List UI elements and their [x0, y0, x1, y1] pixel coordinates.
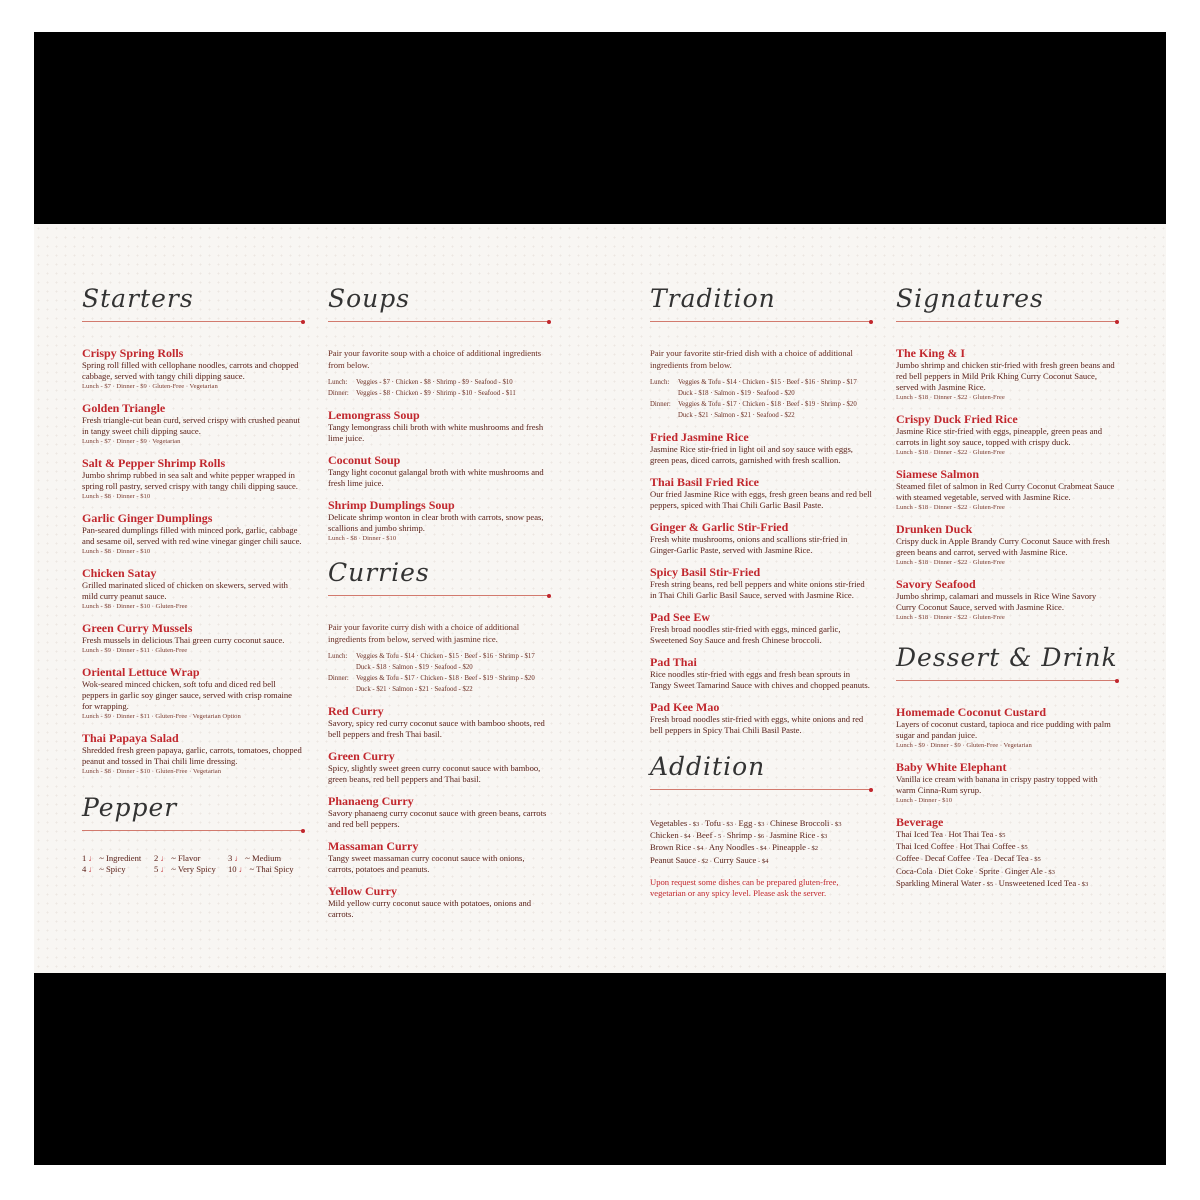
price-values: Veggies & Tofu - $17 · Chicken - $18 · Beef - $19 · Shrimp - $20	[356, 675, 535, 682]
beverage-title: Beverage	[896, 815, 944, 829]
menu-item	[82, 401, 304, 447]
price-values: Veggies & Tofu - $14 · Chicken - $15 · Beef - $16 · Shrimp - $17	[678, 379, 857, 386]
price-label	[328, 662, 356, 673]
entry-price: - $5 ·	[981, 880, 999, 888]
list-line	[896, 878, 1118, 890]
signatures-list	[896, 346, 1118, 623]
item-description: Fresh triangle-cut bean curd, served crispy with crushed peanut in tangy sweet chili dipping sauce.	[82, 415, 300, 436]
item-name: Pad Thai	[650, 655, 697, 669]
item-price-info: Lunch - $9 · Dinner - $11 · Gluten-Free · Vegetarian Option	[82, 713, 241, 720]
dietary-note: Upon request some dishes can be prepared gluten-free, vegetarian or any spicy level. Please ask the server.	[650, 876, 839, 899]
pepper-legend	[82, 853, 304, 874]
item-name: Yellow Curry	[328, 884, 397, 898]
item-name: Shrimp Dumplings Soup	[328, 498, 455, 512]
item-description: Delicate shrimp wonton in clear broth with carrots, snow peas, scallions and jumbo shrimp.	[328, 512, 544, 533]
price-row	[328, 377, 550, 388]
section-title: Signatures	[896, 284, 1044, 313]
entry-name: Coffee	[896, 853, 920, 864]
menu-item	[896, 577, 1118, 623]
price-label: Dinner:	[650, 401, 671, 408]
menu-item	[328, 794, 550, 830]
section-title: Addition	[650, 752, 766, 781]
price-label: Dinner:	[328, 675, 349, 682]
entry-name: Shrimp	[726, 830, 753, 841]
entry-price: - $3 ·	[720, 821, 739, 828]
entry-price: - $3	[815, 833, 828, 841]
entry-price: - $3	[1042, 868, 1055, 876]
entry-price: ·	[970, 856, 977, 864]
entry-price: - $6 ·	[752, 833, 770, 841]
menu-item	[896, 705, 1118, 751]
price-label: Lunch:	[650, 379, 670, 386]
entry-name: Egg	[738, 818, 753, 828]
item-name: Fried Jasmine Rice	[650, 430, 749, 444]
item-description: Tangy sweet massaman curry coconut sauce with onions, carrots, potatoes and peanuts.	[328, 853, 525, 874]
price-label	[650, 388, 678, 399]
item-price-info: Lunch - $18 · Dinner - $22 · Gluten-Free	[896, 614, 1005, 621]
item-price-info: Lunch - Dinner - $10	[896, 797, 953, 804]
item-description: Tangy lemongrass chili broth with white mushrooms and fresh lime juice.	[328, 422, 544, 443]
price-values: Veggies - $8 · Chicken - $9 · Shrimp - $10 · Seafood - $11	[356, 390, 516, 397]
menu-item	[82, 346, 304, 392]
item-name: Chicken Satay	[82, 566, 157, 580]
column-center-left	[328, 284, 550, 920]
item-name: Drunken Duck	[896, 522, 973, 536]
list-line	[650, 842, 872, 854]
entry-price: - $3 ·	[687, 821, 705, 828]
item-name: Golden Triangle	[82, 401, 166, 415]
section-header-curries	[328, 558, 550, 600]
entry-price: ·	[932, 868, 939, 876]
item-name: Thai Basil Fried Rice	[650, 475, 759, 489]
pepper-label: ~ Flavor	[171, 853, 201, 863]
item-price-info: Lunch - $8 · Dinner - $10	[328, 535, 397, 542]
pepper-count: 3	[228, 853, 233, 863]
entry-price: - $2	[805, 845, 819, 853]
divider	[896, 680, 1118, 681]
section-title: Soups	[328, 284, 411, 313]
item-description: Tangy light coconut galangal broth with white mushrooms and fresh lime juice.	[328, 467, 544, 488]
entry-price: - $4	[756, 857, 769, 865]
column-center-right	[650, 284, 872, 900]
item-name: Pad See Ew	[650, 610, 710, 624]
item-name: Salt & Pepper Shrimp Rolls	[82, 456, 226, 470]
section-title: Dessert & Drink	[896, 643, 1118, 672]
tradition-prices	[650, 377, 872, 421]
item-price-info: Lunch - $8 · Dinner - $10	[82, 493, 151, 500]
item-price-info: Lunch - $9 · Dinner - $9 · Gluten-Free · Vegetarian	[896, 742, 1032, 749]
item-name: Baby White Elephant	[896, 760, 1007, 774]
entry-name: Diet Coke	[938, 865, 974, 876]
menu-item	[650, 610, 872, 646]
item-name: Lemongrass Soup	[328, 408, 420, 422]
item-name: Phanaeng Curry	[328, 794, 414, 808]
item-name: Ginger & Garlic Stir-Fried	[650, 520, 789, 534]
item-description: Jumbo shrimp and chicken stir-fried with fresh green beans and red bell peppers in Mild Prik Khing Curry Coconut Sauce, served with Jasmine Rice.	[896, 360, 1115, 392]
curries-list	[328, 704, 550, 920]
entry-price: - $3 ·	[752, 821, 770, 828]
item-description: Fresh string beans, red bell peppers and white onions stir-fried in Thai Chili Garlic Basil Sauce, served with Jasmine Rice.	[650, 579, 865, 600]
entry-price: - $4 ·	[754, 845, 773, 853]
entry-price: ·	[954, 844, 960, 852]
entry-price: ·	[988, 856, 994, 864]
chili-pepper-icon: ♩	[232, 853, 246, 863]
menu-item	[328, 839, 550, 875]
list-line	[896, 866, 1118, 878]
price-row	[650, 388, 872, 399]
curries-intro: Pair your favorite curry dish with a choice of additional ingredients from below, served with jasmine rice.	[328, 622, 520, 644]
entry-name: Thai Iced Tea	[896, 829, 943, 839]
pepper-label: ~ Thai Spicy	[249, 864, 294, 874]
price-row	[328, 651, 550, 662]
item-name: Massaman Curry	[328, 839, 419, 853]
item-description: Our fried Jasmine Rice with eggs, fresh green beans and red bell peppers, spiced with Thai Chili Garlic Basil Paste.	[650, 489, 872, 510]
price-values: Duck - $21 · Salmon - $21 · Seafood - $22	[356, 686, 473, 693]
entry-price: ·	[973, 868, 979, 876]
entry-price: - $2 ·	[696, 857, 714, 865]
menu-item	[328, 408, 550, 444]
tradition-list	[650, 430, 872, 736]
item-name: Thai Papaya Salad	[82, 731, 179, 745]
section-header-signatures	[896, 284, 1118, 326]
menu-item	[82, 731, 304, 777]
menu-item	[82, 566, 304, 612]
menu-item	[650, 565, 872, 601]
soups-intro: Pair your favorite soup with a choice of additional ingredients from below.	[328, 348, 542, 370]
menu-item	[896, 412, 1118, 458]
price-row	[328, 388, 550, 399]
item-price-info: Lunch - $18 · Dinner - $22 · Gluten-Free	[896, 449, 1005, 456]
item-description: Fresh broad noodles stir-fried with eggs, minced garlic, Sweetened Soy Sauce and fresh Chinese broccoli.	[650, 624, 841, 645]
starters-list	[82, 346, 304, 777]
section-header-soups	[328, 284, 550, 326]
pepper-level	[154, 853, 228, 863]
list-line	[650, 855, 872, 867]
divider	[82, 321, 304, 322]
pepper-count: 4	[82, 864, 87, 874]
item-name: Homemade Coconut Custard	[896, 705, 1046, 719]
item-description: Grilled marinated sliced of chicken on skewers, served with mild curry peanut sauce.	[82, 580, 288, 601]
entry-name: Beef	[696, 830, 713, 841]
entry-name: Decaf Coffee	[924, 853, 971, 864]
item-name: Garlic Ginger Dumplings	[82, 511, 213, 525]
item-name: Coconut Soup	[328, 453, 401, 467]
menu-item	[650, 655, 872, 691]
divider	[896, 321, 1118, 322]
item-price-info: Lunch - $8 · Dinner - $10 · Gluten-Free · Vegetarian	[82, 768, 222, 775]
item-description: Vanilla ice cream with banana in crispy pastry topped with warm Cinna-Rum syrup.	[896, 774, 1098, 795]
entry-name: Ale	[1030, 865, 1043, 876]
list-line	[650, 830, 872, 842]
item-name: Red Curry	[328, 704, 384, 718]
item-description: Layers of coconut custard, tapioca and rice pudding with palm sugar and pandan juice.	[896, 719, 1111, 740]
menu-item	[328, 749, 550, 785]
item-description: Rice noodles stir-fried with eggs and fresh bean sprouts in Tangy Sweet Tamarind Sauce with chives and chopped peanuts.	[650, 669, 870, 690]
pepper-count: 10	[228, 864, 237, 874]
entry-name: Hot Thai Tea	[948, 829, 994, 839]
price-row	[328, 684, 550, 695]
chili-pepper-icon: ♩	[158, 853, 172, 863]
pepper-level	[82, 853, 154, 863]
price-values: Duck - $21 · Salmon - $21 · Seafood - $22	[678, 412, 795, 419]
entry-price: - $4 ·	[678, 833, 697, 841]
entry-price: - $5	[1015, 844, 1028, 852]
item-description: Spicy, slightly sweet green curry coconut sauce with bamboo, green beans, red bell peppers and Thai basil.	[328, 763, 541, 784]
item-description: Jasmine Rice stir-fried in light oil and soy sauce with eggs, green peas, diced carrots, garnished with fresh scallion.	[650, 444, 853, 465]
item-description: Mild yellow curry coconut sauce with potatoes, onions and carrots.	[328, 898, 532, 919]
price-label: Dinner:	[328, 390, 349, 397]
item-name: Savory Seafood	[896, 577, 976, 591]
section-title: Pepper	[82, 793, 178, 822]
item-price-info: Lunch - $9 · Dinner - $11 · Gluten-Free	[82, 647, 188, 654]
price-values: Duck - $18 · Salmon - $19 · Seafood - $20	[678, 390, 795, 397]
price-label: Lunch:	[328, 379, 348, 386]
item-description: Savory, spicy red curry coconut sauce with bamboo shoots, red bell peppers and fresh Thai basil.	[328, 718, 545, 739]
item-name: Crispy Duck Fried Rice	[896, 412, 1018, 426]
item-description: Steamed filet of salmon in Red Curry Coconut Crabmeat Sauce with steamed vegetable, served with Jasmine Rice.	[896, 481, 1115, 502]
divider	[82, 830, 304, 831]
price-row	[650, 377, 872, 388]
section-header-starters	[82, 284, 304, 326]
entry-name: Sprite	[978, 865, 1000, 876]
menu-item	[896, 760, 1118, 806]
item-description: Jasmine Rice stir-fried with eggs, pineapple, green peas and carrots in light soy sauce, topped with crispy duck.	[896, 426, 1103, 447]
menu-item	[328, 884, 550, 920]
menu-item	[82, 665, 304, 722]
item-price-info: Lunch - $8 · Dinner - $10	[82, 548, 151, 555]
entry-name: Ginger	[1004, 865, 1029, 876]
column-left	[82, 284, 304, 874]
price-label: Lunch:	[328, 653, 348, 660]
item-name: Crispy Spring Rolls	[82, 346, 184, 360]
entry-price: - $4 ·	[691, 845, 709, 853]
menu-item	[328, 498, 550, 544]
section-header-tradition	[650, 284, 872, 326]
entry-name: Pineapple	[772, 842, 806, 853]
entry-price: - $3	[1076, 880, 1089, 888]
item-name: Siamese Salmon	[896, 467, 980, 481]
menu-item	[896, 346, 1118, 403]
menu-item	[896, 522, 1118, 568]
dessert-list	[896, 705, 1118, 806]
section-title: Starters	[82, 284, 194, 313]
divider	[328, 321, 550, 322]
menu-item	[328, 704, 550, 740]
divider	[650, 789, 872, 790]
item-description: Savory phanaeng curry coconut sauce with green beans, carrots and red bell peppers.	[328, 808, 547, 829]
beverage-block	[896, 815, 1118, 890]
section-title: Tradition	[650, 284, 776, 313]
item-name: Spicy Basil Stir-Fried	[650, 565, 761, 579]
item-name: Green Curry	[328, 749, 395, 763]
item-description: Jumbo shrimp rubbed in sea salt and white pepper wrapped in spring roll pastry, served crispy with tangy chili dipping sauce.	[82, 470, 298, 491]
entry-price: - 5 ·	[712, 833, 727, 841]
entry-name: Unsweetened Iced Tea	[998, 877, 1077, 888]
price-row	[328, 673, 550, 684]
divider	[328, 595, 550, 596]
entry-name: Decaf Tea	[993, 853, 1029, 864]
entry-name: Brown Rice	[650, 842, 692, 853]
item-name: Oriental Lettuce Wrap	[82, 665, 200, 679]
list-line	[896, 829, 1118, 841]
list-line	[896, 853, 1118, 865]
price-label	[650, 410, 678, 421]
menu-item	[650, 430, 872, 466]
item-price-info: Lunch - $7 · Dinner - $9 · Gluten-Free · Vegetarian	[82, 383, 218, 390]
entry-name: Curry Sauce	[713, 854, 757, 865]
menu-item	[650, 700, 872, 736]
curries-prices	[328, 651, 550, 695]
pepper-label: ~ Medium	[245, 853, 282, 863]
entry-name: Coca-Cola	[896, 865, 933, 876]
item-price-info: Lunch - $18 · Dinner - $22 · Gluten-Free	[896, 504, 1005, 511]
list-line	[650, 818, 872, 830]
price-row	[650, 410, 872, 421]
entry-price: ·	[999, 868, 1005, 876]
pepper-level	[228, 864, 304, 874]
menu-item	[82, 456, 304, 502]
pepper-count: 1	[82, 853, 87, 863]
entry-price: - $5	[1028, 856, 1041, 864]
entry-name: Hot Thai Coffee	[959, 841, 1016, 852]
price-values: Veggies - $7 · Chicken - $8 · Shrimp - $9 · Seafood - $10	[356, 379, 513, 386]
price-values: Veggies & Tofu - $17 · Chicken - $18 · Beef - $19 · Shrimp - $20	[678, 401, 857, 408]
item-description: Crispy duck in Apple Brandy Curry Coconut Sauce with fresh green beans and carrot, served with Jasmine Rice.	[896, 536, 1110, 557]
price-row	[650, 399, 872, 410]
pepper-label: ~ Spicy	[99, 864, 126, 874]
entry-price: - $3	[829, 821, 842, 828]
menu-item	[328, 453, 550, 489]
entry-name: Tofu	[704, 818, 721, 828]
entry-name: Sparkling Mineral Water	[896, 877, 982, 888]
item-description: Jumbo shrimp, calamari and mussels in Rice Wine Savory Curry Coconut Sauce, served with Jasmine Rice.	[896, 591, 1097, 612]
item-description: Fresh broad noodles stir-fried with eggs, white onions and red bell peppers in Spicy Thai Chili Basil Paste.	[650, 714, 864, 735]
item-price-info: Lunch - $8 · Dinner - $10 · Gluten-Free	[82, 603, 188, 610]
menu-item	[82, 511, 304, 557]
chili-pepper-icon: ♩	[86, 864, 100, 874]
entry-price: ·	[942, 832, 949, 839]
item-name: Pad Kee Mao	[650, 700, 720, 714]
tradition-intro: Pair your favorite stir-fried dish with a choice of additional ingredients from below.	[650, 348, 853, 370]
soups-prices	[328, 377, 550, 399]
entry-price: - $5	[993, 832, 1006, 839]
pepper-level	[228, 853, 304, 863]
entry-name: Chicken	[650, 830, 679, 841]
soups-list	[328, 408, 550, 544]
menu-item	[650, 520, 872, 556]
item-name: The King & I	[896, 346, 966, 360]
item-description: Wok-seared minced chicken, soft tofu and diced red bell peppers in garlic soy ginger sauce, served with crisp romaine for wrapping.	[82, 679, 293, 711]
item-description: Fresh mussels in delicious Thai green curry coconut sauce.	[82, 635, 285, 645]
item-description: Fresh white mushrooms, onions and scallions stir-fried in Ginger-Garlic Paste, served with Jasmine Rice.	[650, 534, 848, 555]
pepper-count: 5	[154, 864, 159, 874]
section-header-addition	[650, 752, 872, 794]
price-values: Veggies & Tofu - $14 · Chicken - $15 · Beef - $16 · Shrimp - $17	[356, 653, 535, 660]
top-black-band	[34, 32, 1166, 224]
pepper-label: ~ Very Spicy	[171, 864, 216, 874]
entry-price: ·	[919, 856, 925, 864]
chili-pepper-icon: ♩	[86, 853, 100, 863]
menu-item	[82, 621, 304, 656]
price-row	[328, 662, 550, 673]
addition-list	[650, 818, 872, 867]
price-values: Duck - $18 · Salmon - $19 · Seafood - $20	[356, 664, 473, 671]
entry-name: Thai Iced Coffee	[896, 841, 955, 852]
item-description: Pan-seared dumplings filled with minced pork, garlic, cabbage and sesame oil, served with red wine vinegar ginger chili sauce.	[82, 525, 302, 546]
entry-name: Jasmine Rice	[769, 830, 816, 841]
chili-pepper-icon: ♩	[236, 864, 250, 874]
pepper-level	[154, 864, 228, 874]
item-price-info: Lunch - $18 · Dinner - $22 · Gluten-Free	[896, 394, 1005, 401]
item-description: Shredded fresh green papaya, garlic, carrots, tomatoes, chopped peanut and tossed in Thai chili lime dressing.	[82, 745, 302, 766]
divider	[650, 321, 872, 322]
price-label	[328, 684, 356, 695]
pepper-count: 2	[154, 853, 159, 863]
entry-name: Tea	[976, 853, 989, 864]
item-description: Spring roll filled with cellophane noodles, carrots and chopped cabbage, served with tangy chili dipping sauce.	[82, 360, 299, 381]
entry-name: Peanut Sauce	[650, 854, 697, 865]
column-right	[896, 284, 1118, 890]
menu-item	[896, 467, 1118, 513]
pepper-label: ~ Ingredient	[99, 853, 142, 863]
item-price-info: Lunch - $18 · Dinner - $22 · Gluten-Free	[896, 559, 1005, 566]
chili-pepper-icon: ♩	[158, 864, 172, 874]
list-line	[896, 841, 1118, 853]
section-title: Curries	[328, 558, 430, 587]
item-name: Green Curry Mussels	[82, 621, 193, 635]
entry-name: Vegetables	[650, 818, 688, 828]
section-header-pepper	[82, 793, 304, 835]
entry-name: Chinese Broccoli	[769, 818, 830, 828]
bottom-black-band	[34, 973, 1166, 1165]
item-price-info: Lunch - $7 · Dinner - $9 · Vegetarian	[82, 438, 181, 445]
section-header-dessert	[896, 643, 1118, 685]
beverage-list	[896, 829, 1118, 890]
menu-item	[650, 475, 872, 511]
entry-name: Any Noodles	[708, 842, 755, 853]
pepper-level	[82, 864, 154, 874]
